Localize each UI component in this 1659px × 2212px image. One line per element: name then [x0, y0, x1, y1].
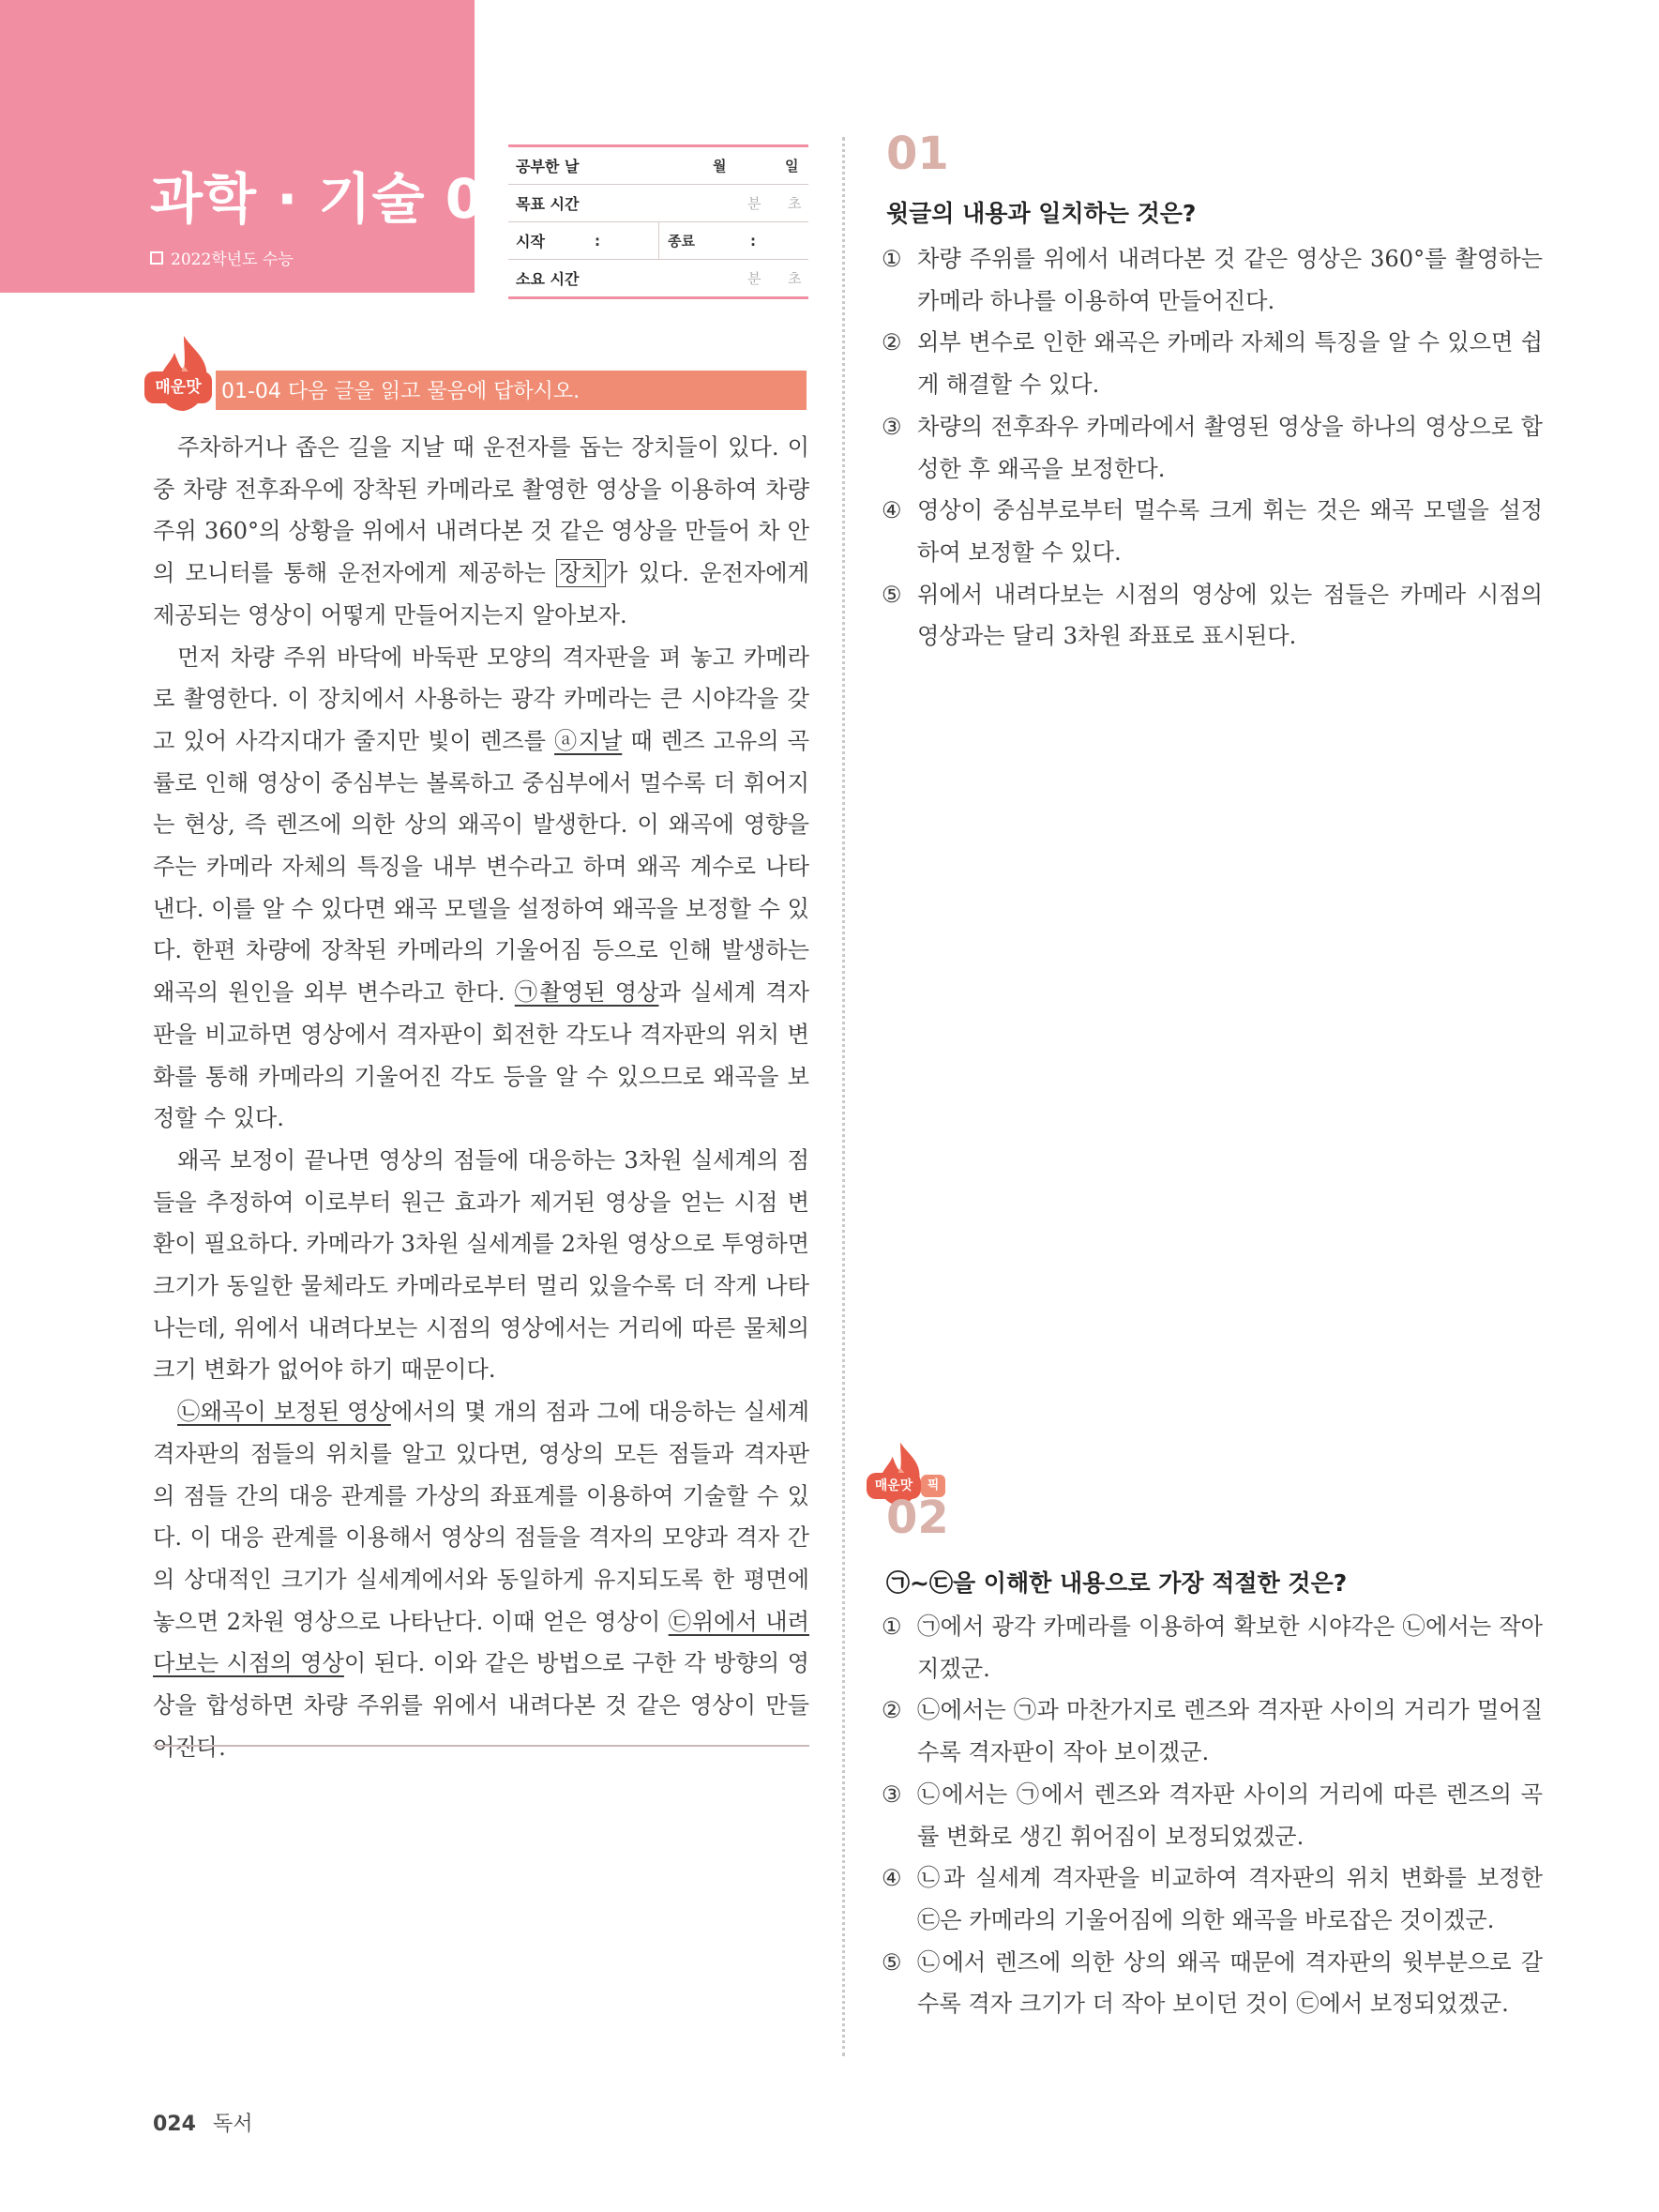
- underlined-nieun: ㉡왜곡이 보정된 영상: [177, 1399, 391, 1426]
- choice-number: ②: [882, 1697, 902, 1724]
- underlined-digeut: ㉢위에서 내려다보는 시점의 영상: [153, 1608, 809, 1677]
- passage-text: 에서의 몇 개의 점과 그에 대응하는 실세계 격자판의 점들의 위치를 알고 있다면, 영상의 모든 점들과 격자판의 점들 간의 대응 관계를 가상의 좌표계를 이용하여 기술할 수 있다. 이 대응 관계를 이용해서 영상의 점들을 격자의 모양과 격자 간의 상대적인 크기가 실세계에서와 동일하게 유지되도록 한 평면에 놓으면 2차원 영상으로 나타난다. 이때 얻은 영상이: [153, 1399, 809, 1635]
- choice-q2-1[interactable]: [882, 1606, 1543, 1689]
- page-footer: [153, 2108, 252, 2137]
- choice-q2-4[interactable]: [882, 1857, 1543, 1941]
- choice-q1-5[interactable]: [882, 574, 1543, 658]
- source-text: 2022학년도 수능: [171, 250, 294, 269]
- question-text-2: ㉠~㉢을 이해한 내용으로 가장 적절한 것은?: [886, 1569, 1348, 1597]
- study-label: 소요 시간: [516, 270, 580, 288]
- passage-end-rule: [153, 1745, 809, 1747]
- study-label: 목표 시간: [516, 195, 580, 213]
- choices-q1: [882, 238, 1543, 658]
- choice-text: ㉠에서 광각 카메라를 이용하여 확보한 시야각은 ㉡에서는 작아지겠군.: [917, 1614, 1543, 1682]
- study-row-date: [508, 147, 808, 185]
- end-colon: :: [750, 232, 756, 250]
- choice-q2-2[interactable]: [882, 1689, 1543, 1773]
- source-line: [150, 246, 294, 269]
- choice-number: ⑤: [882, 1948, 902, 1976]
- boxed-term: 장치: [556, 559, 606, 587]
- study-label: 공부한 날: [516, 158, 580, 175]
- choice-text: 영상이 중심부로부터 멀수록 크게 휘는 것은 왜곡 모델을 설정하여 보정할 수 있다.: [917, 497, 1543, 566]
- passage-header-text: 01-04 다음 글을 읽고 물음에 답하시오.: [221, 380, 581, 403]
- study-row-start-end: [508, 222, 808, 260]
- choice-text: 외부 변수로 인한 왜곡은 카메라 자체의 특징을 알 수 있으면 쉽게 해결할 수 있다.: [917, 329, 1543, 399]
- study-log-table: [508, 144, 808, 299]
- section-name: 독서: [212, 2113, 253, 2136]
- choice-number: ③: [882, 1780, 902, 1808]
- passage-text: 주차하거나 좁은 길을 지날 때 운전자를 돕는 장치들이 있다. 이 중 차량 전후좌우에 장착된 카메라로 촬영한 영상을 이용하여 차량 주위 360°의 상황을 위에서 내려다본 것 같은 영상을 만들어 차 안의 모니터를 통해 운전자에게 제공하는: [153, 434, 809, 587]
- header-notch: [448, 239, 475, 265]
- second-unit: 초: [788, 270, 802, 287]
- page-title: 과학 · 기술 01: [150, 167, 523, 231]
- paragraph-1: [153, 427, 809, 637]
- passage-text: 이 된다. 이와 같은 방법으로 구한 각 방향의 영상을 합성하면 차량 주위를 위에서 내려다본 것 같은 영상이 만들어진다.: [153, 1650, 809, 1761]
- choice-text: 차량의 전후좌우 카메라에서 촬영된 영상을 하나의 영상으로 합성한 후 왜곡을 보정한다.: [917, 413, 1543, 482]
- choice-number: ③: [882, 413, 902, 440]
- choice-number: ④: [882, 1865, 902, 1892]
- choice-q1-4[interactable]: [882, 490, 1543, 573]
- passage-text: 과 실세계 격자판을 비교하면 영상에서 격자판이 회전한 각도나 격자판의 위치 변화를 통해 카메라의 기울어진 각도 등을 알 수 있으므로 왜곡을 보정할 수 있다.: [153, 979, 809, 1132]
- paragraph-2: [153, 637, 809, 1140]
- question-number-2: 02: [886, 1492, 949, 1544]
- pick-tag: 픽: [921, 1475, 945, 1497]
- spicy-badge: 매운맛: [867, 1473, 921, 1499]
- choice-q2-3[interactable]: [882, 1774, 1543, 1857]
- study-row-elapsed: [508, 260, 808, 296]
- choice-q2-5[interactable]: [882, 1942, 1543, 2025]
- passage-text: 때 렌즈 고유의 곡률로 인해 영상이 중심부는 볼록하고 중심부에서 멀수록 더 휘어지는 현상, 즉 렌즈에 의한 상의 왜곡이 발생한다. 이 왜곡에 영향을 주는 카메라 자체의 특징을 내부 변수라고 하며 왜곡 계수로 나타낸다. 이를 알 수 있다면 왜곡 모델을 설정하여 왜곡을 보정할 수 있다. 한편 차량에 장착된 카메라의 기울어짐 등으로 인해 발생하는 왜곡의 원인을 외부 변수라고 한다.: [153, 727, 809, 1007]
- choice-number: ②: [882, 329, 902, 356]
- minute-unit: 분: [747, 270, 762, 287]
- passage-text: 가 있다. 운전자에게 제공되는 영상이 어떻게 만들어지는지 알아보자.: [153, 560, 809, 629]
- choice-number: ④: [882, 497, 902, 524]
- day-unit: 일: [785, 158, 799, 174]
- question-text-1: 윗글의 내용과 일치하는 것은?: [886, 200, 1197, 227]
- month-unit: 월: [713, 158, 727, 174]
- underlined-giyeok: ㉠촬영된 영상: [514, 979, 659, 1007]
- choice-text: ㉡에서 렌즈에 의한 상의 왜곡 때문에 격자판의 윗부분으로 갈수록 격자 크기가 더 작아 보이던 것이 ㉢에서 보정되었겠군.: [917, 1948, 1543, 2018]
- choice-number: ①: [882, 1614, 902, 1640]
- book-icon: [150, 251, 163, 265]
- start-end-divider: [658, 222, 659, 259]
- study-label: 시작: [516, 233, 545, 250]
- choice-text: ㉡에서는 ㉠과 마찬가지로 렌즈와 격자판 사이의 거리가 멀어질수록 격자판이 작아 보이겠군.: [917, 1697, 1543, 1766]
- choice-q1-2[interactable]: [882, 322, 1543, 405]
- choice-number: ①: [882, 246, 902, 272]
- second-unit: 초: [788, 195, 802, 212]
- column-divider: [842, 137, 845, 2056]
- reading-passage: [153, 427, 809, 1769]
- page-number: 024: [153, 2113, 196, 2136]
- study-row-target: [508, 185, 808, 222]
- passage-text: 먼저 차량 주위 바닥에 바둑판 모양의 격자판을 펴 놓고 카메라로 촬영한다. 이 장치에서 사용하는 광각 카메라는 큰 시야각을 갖고 있어 사각지대가 줄지만 빛이 렌즈를: [153, 644, 809, 754]
- choice-q1-1[interactable]: [882, 238, 1543, 322]
- minute-unit: 분: [747, 195, 762, 212]
- choice-text: 위에서 내려다보는 시점의 영상에 있는 점들은 카메라 시점의 영상과는 달리 3차원 좌표로 표시된다.: [917, 581, 1543, 650]
- choice-text: 차량 주위를 위에서 내려다본 것 같은 영상은 360°를 촬영하는 카메라 하나를 이용하여 만들어진다.: [917, 246, 1543, 314]
- question-number-1: 01: [886, 128, 949, 180]
- underlined-a: ⓐ지날: [554, 727, 623, 754]
- paragraph-4: [153, 1391, 809, 1768]
- choice-text: ㉡과 실세계 격자판을 비교하여 격자판의 위치 변화를 보정한 ㉢은 카메라의 기울어짐에 의한 왜곡을 바로잡은 것이겠군.: [917, 1865, 1543, 1933]
- choice-q1-3[interactable]: [882, 406, 1543, 490]
- spicy-badge: 매운맛: [144, 371, 212, 403]
- paragraph-3: 왜곡 보정이 끝나면 영상의 점들에 대응하는 3차원 실세계의 점들을 추정하여 이로부터 원근 효과가 제거된 영상을 얻는 시점 변환이 필요하다. 카메라가 3차원 실세계를 2차원 영상으로 투영하면 크기가 동일한 물체라도 카메라로부터 멀리 있을수록 더 작게 나타나는데, 위에서 내려다보는 시점의 영상에서는 거리에 따른 물체의 크기 변화가 없어야 하기 때문이다.: [153, 1146, 809, 1384]
- start-colon: :: [595, 232, 600, 250]
- choice-text: ㉡에서는 ㉠에서 렌즈와 격자판 사이의 거리에 따른 렌즈의 곡률 변화로 생긴 휘어짐이 보정되었겠군.: [917, 1780, 1543, 1850]
- choices-q2: [882, 1606, 1543, 2025]
- choice-number: ⑤: [882, 581, 902, 608]
- end-label: 종료: [668, 233, 695, 250]
